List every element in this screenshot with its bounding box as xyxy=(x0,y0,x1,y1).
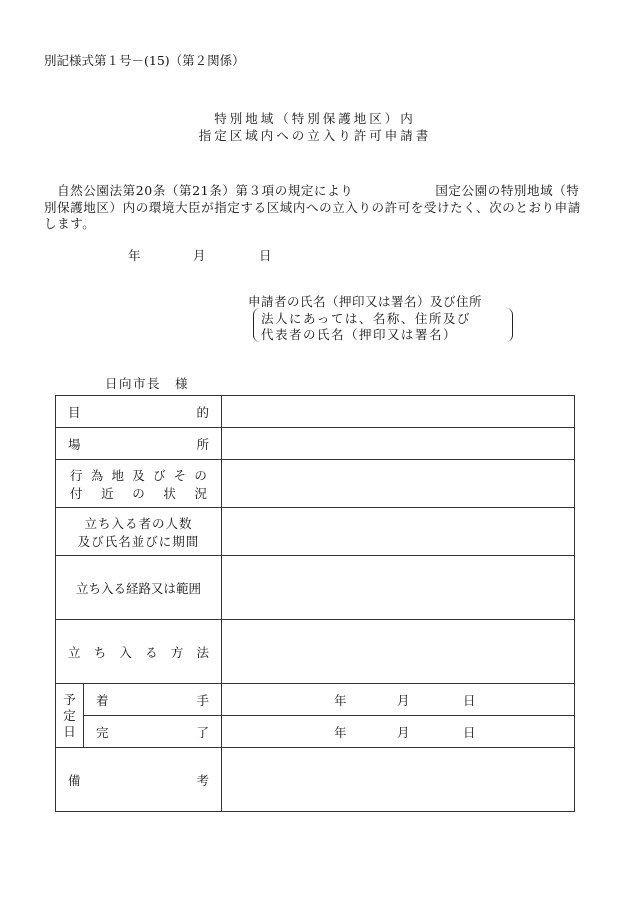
row-place xyxy=(56,428,575,460)
corporate-note-line2: 代表者の氏名（押印又は署名） xyxy=(261,327,458,342)
purpose-field[interactable] xyxy=(222,396,575,428)
addressee: 日向市長 様 xyxy=(105,376,190,391)
row-site-situation xyxy=(56,460,575,508)
date-year: 年 xyxy=(128,248,141,263)
row-route xyxy=(56,556,575,620)
purpose-label: 目 的 xyxy=(56,396,222,428)
application-form-table xyxy=(55,395,575,812)
end-date-field[interactable]: 年 月 日 xyxy=(222,716,575,748)
route-label: 立ち入る経路又は範囲 xyxy=(56,556,222,620)
site-situation-label: 行 為 地 及 び そ の 付 近 の 状 況 xyxy=(56,460,222,508)
place-field[interactable] xyxy=(222,428,575,460)
remarks-label: 備 考 xyxy=(56,748,222,812)
row-start xyxy=(56,684,575,716)
method-field[interactable] xyxy=(222,620,575,684)
place-label: 場 所 xyxy=(56,428,222,460)
site-situation-field[interactable] xyxy=(222,460,575,508)
date-day: 日 xyxy=(259,248,272,263)
row-method xyxy=(56,620,575,684)
method-label: 立 ち 入 る 方 法 xyxy=(56,620,222,684)
route-field[interactable] xyxy=(222,556,575,620)
date-month: 月 xyxy=(193,248,206,263)
remarks-field[interactable] xyxy=(222,748,575,812)
statement-part2: 国定公園の特別地域（特別保護地区）内の環境大臣が指定する区域内への立入りの許可を受けたく、次のとおり申請します。 xyxy=(44,183,581,231)
start-label: 着 手 xyxy=(84,684,222,716)
schedule-label: 予 定 日 xyxy=(56,684,84,748)
form-title-line2: 指定区域内への立入り許可申請書 xyxy=(198,128,432,143)
end-label: 完 了 xyxy=(84,716,222,748)
row-end xyxy=(56,716,575,748)
start-date-field[interactable]: 年 月 日 xyxy=(222,684,575,716)
form-title-line1: 特別地域（特別保護地区）内 xyxy=(214,111,416,126)
persons-field[interactable] xyxy=(222,508,575,556)
form-number: 別記様式第１号－(15)（第２関係） xyxy=(44,53,245,68)
corporate-note-line1: 法人にあっては、名称、住所及び xyxy=(261,311,471,326)
persons-label: 立ち入る者の人数 及び氏名並びに期間 xyxy=(56,508,222,556)
applicant-label: 申請者の氏名（押印又は署名）及び住所 xyxy=(248,294,483,309)
statement-part1: 自然公園法第20条（第21条）第３項の規定により xyxy=(57,183,354,198)
row-remarks xyxy=(56,748,575,812)
row-persons xyxy=(56,508,575,556)
application-statement xyxy=(44,183,589,233)
row-purpose xyxy=(56,396,575,428)
